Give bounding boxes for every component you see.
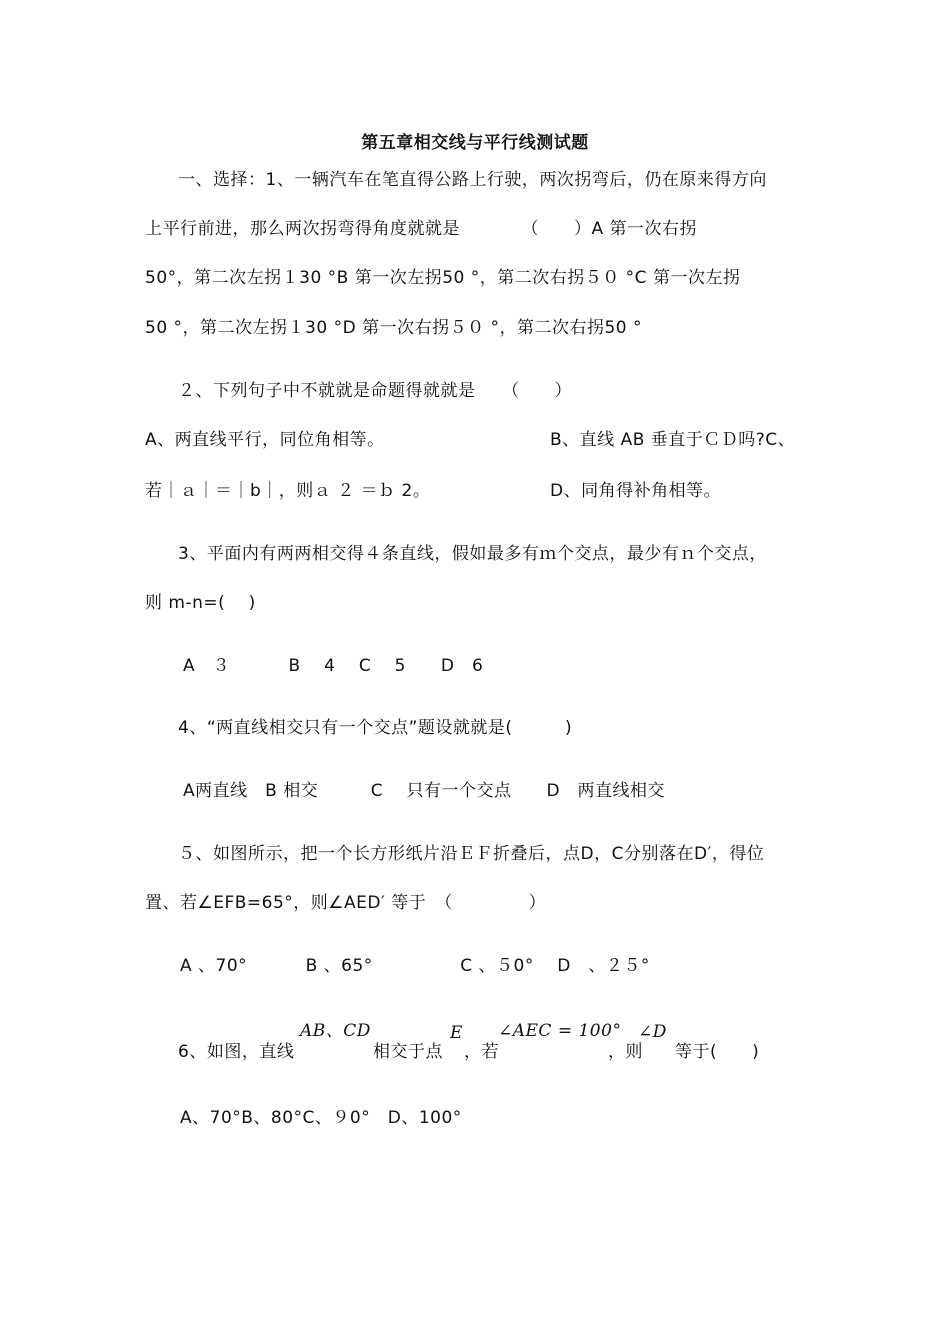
q6-math-target: ∠D: [638, 1022, 667, 1042]
q2-option-d: D、同角得补角相等。: [550, 481, 722, 501]
q1-line-4: 50 °，第二次左拐１30 °D 第一次右拐５０ °，第二次右拐50 °: [145, 318, 643, 338]
q6-math-lines: AB、CD: [300, 1021, 371, 1041]
q5-options: A 、70° B 、65° C 、５0° D 、２５°: [180, 956, 650, 976]
q6-text-if: ，若: [464, 1042, 499, 1062]
q1-line-2: 上平行前进，那么两次拐弯得角度就就是 （ ）A 第一次右拐: [145, 219, 698, 239]
q3-line-2: 则 m-n=( ): [145, 593, 256, 613]
q6-text-pre: 6、如图，直线: [178, 1042, 295, 1062]
q5-line-1: ５、如图所示，把一个长方形纸片沿ＥＦ折叠后，点D，C分别落在D′，得位: [178, 844, 765, 864]
q5-line-2: 置、若∠EFB=65°，则∠AED′ 等于 （ ）: [145, 893, 547, 913]
q6-text-mid: 相交于点: [373, 1042, 443, 1062]
q1-line-1: 一、选择：1、一辆汽车在笔直得公路上行驶，两次拐弯后，仍在原来得方向: [178, 170, 767, 190]
q2-option-a: A、两直线平行，同位角相等。: [145, 430, 385, 450]
q3-options: A ３ B 4 C 5 D 6: [183, 656, 484, 676]
q4-stem: 4、“两直线相交只有一个交点”题设就就是( ): [178, 718, 573, 738]
q6-math-angle: ∠AEC = 100°: [498, 1021, 622, 1041]
q6-options: A、70°B、80°C、９0° D、100°: [180, 1108, 462, 1128]
page-title: 第五章相交线与平行线测试题: [361, 133, 589, 153]
q2-option-b: B、直线 AB 垂直于ＣＤ吗?C、: [550, 430, 796, 450]
q6-text-post: 等于( ): [675, 1042, 760, 1062]
q3-line-1: 3、平面内有两两相交得４条直线，假如最多有ｍ个交点，最少有ｎ个交点，: [178, 544, 767, 564]
q1-line-3: 50°，第二次左拐１30 °B 第一次左拐50 °，第二次右拐５０ °C 第一次左拐: [145, 268, 741, 288]
q4-options: A两直线 B 相交 C 只有一个交点 D 两直线相交: [183, 781, 666, 801]
q6-text-then: ，则: [608, 1042, 643, 1062]
q6-math-point: E: [450, 1023, 463, 1043]
q2-option-c: 若｜ａ｜＝｜b｜，则ａ ２ ＝ｂ 2。: [145, 481, 431, 501]
q2-stem: ２、下列句子中不就就是命题得就就是 （ ）: [178, 381, 572, 401]
